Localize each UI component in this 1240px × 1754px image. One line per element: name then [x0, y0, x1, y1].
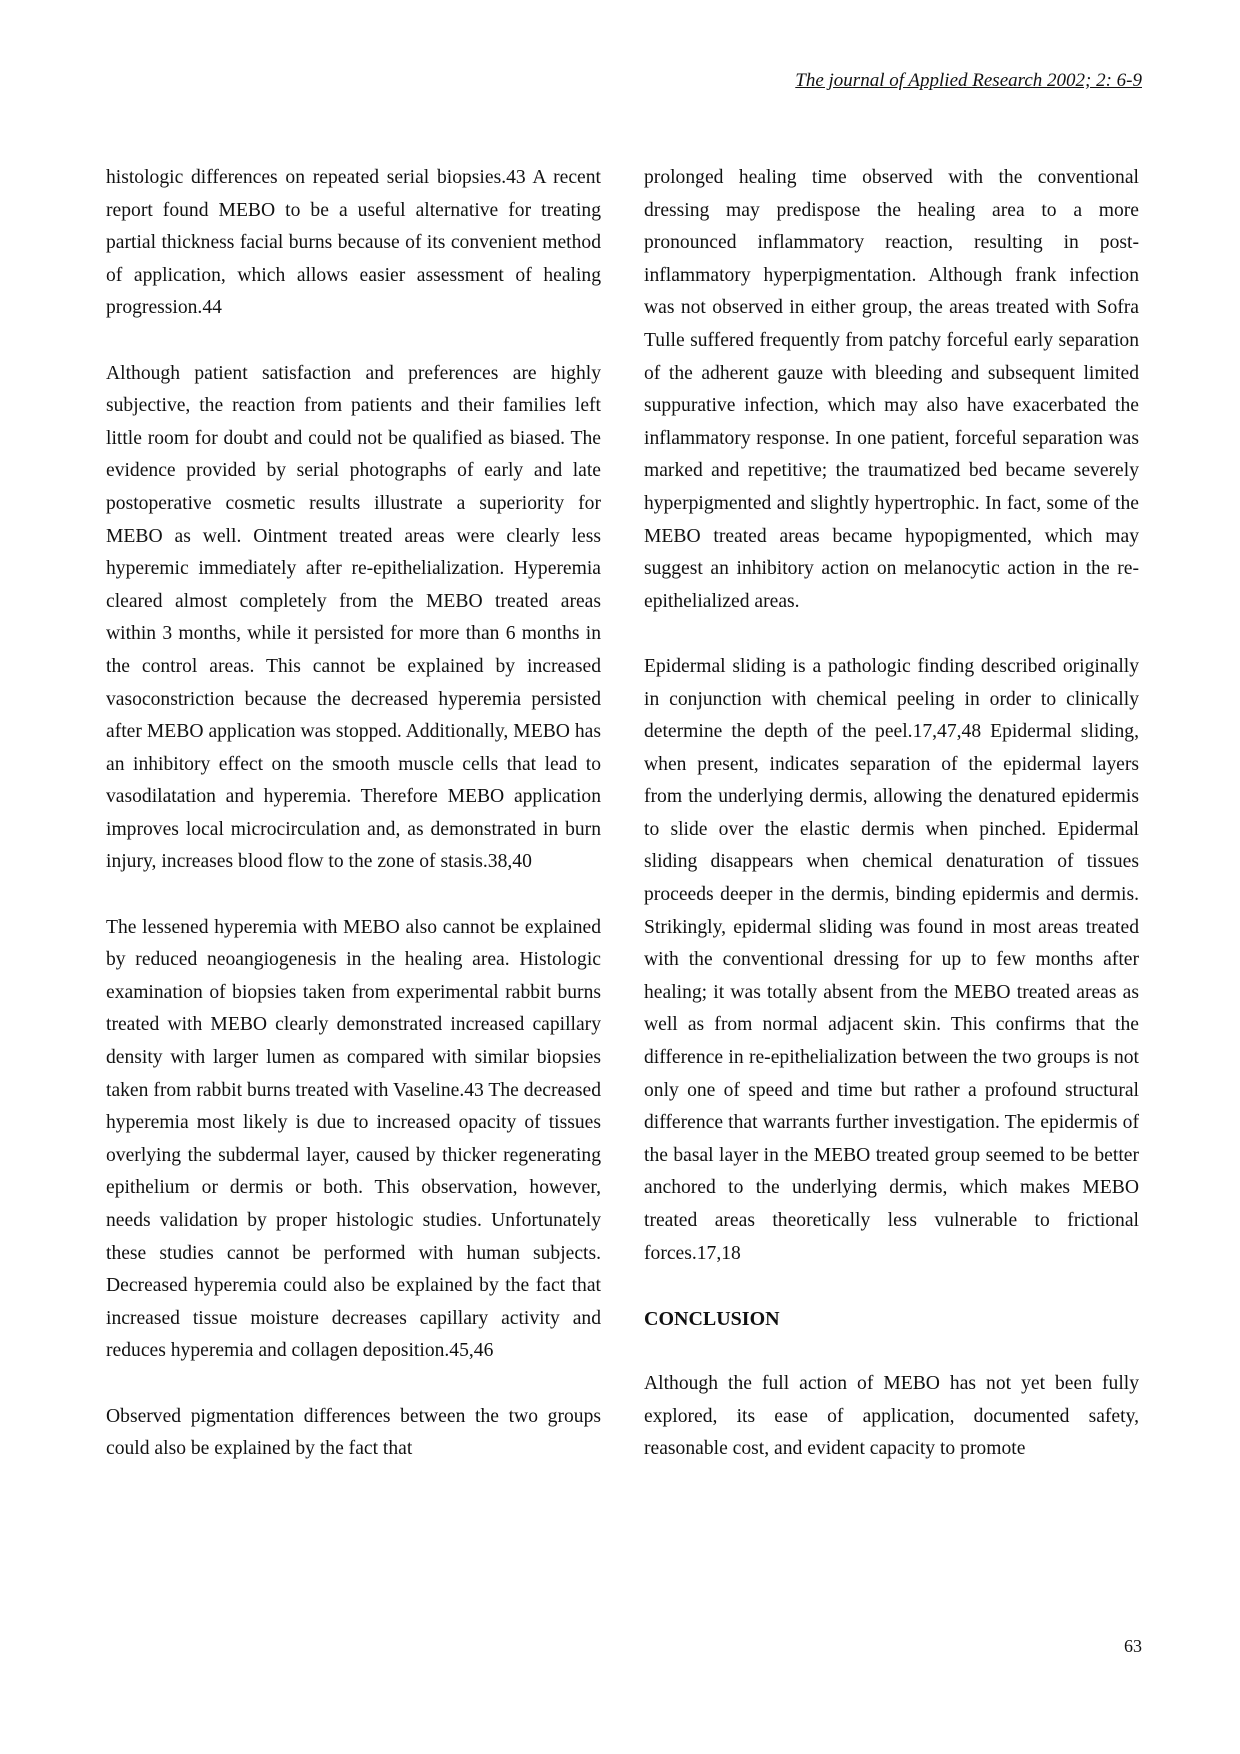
paragraph: histologic differences on repeated serial biopsies.43 A recent report found MEBO to be a useful alternative for treating partial thickness facial burns because of its convenient method of application, which allows easier assessment of healing progression.44 [106, 167, 601, 319]
paragraph: Epidermal sliding is a pathologic finding described originally in conjunction with chemical peeling in order to clinically determine the depth of the peel.17,47,48 Epidermal sliding, when present, indicates separation of the epidermal layers from the underlying dermis, allowing the denatured epidermis to slide over the elastic dermis when pinched. Epidermal sliding disappears when chemical denaturation of tissues proceeds deeper in the dermis, binding epidermis and dermis. Strikingly, epidermal sliding was found in most areas treated with the conventional dressing for up to few months after healing; it was totally absent from the MEBO treated areas as well as from normal adjacent skin. This confirms that the difference in re-epithelialization between the two groups is not only one of speed and time but rather a profound structural difference that warrants further investigation. The epidermis of the basal layer in the MEBO treated group seemed to be better anchored to the underlying dermis, which makes MEBO treated areas theoretically less vulnerable to frictional forces.17,18 [644, 655, 1139, 1264]
paragraph: prolonged healing time observed with the conventional dressing may predispose the healing area to a more pronounced inflammatory reaction, resulting in post-inflammatory hyperpigmentation. Although frank infection was not observed in either group, the areas treated with Sofra Tulle suffered frequently from patchy forceful early separation of the adherent gauze with bleeding and subsequent limited suppurative infection, which may also have exacerbated the inflammatory response. In one patient, forceful separation was marked and repetitive; the traumatized bed became severely hyperpigmented and slightly hypertrophic. In fact, some of the MEBO treated areas became hypopigmented, which may suggest an inhibitory action on melanocytic action in the re-epithelialized areas. [644, 167, 1139, 612]
running-header: The journal of Applied Research 2002; 2: 6-9 [795, 70, 1142, 91]
right-column [644, 162, 1139, 1466]
left-column [106, 162, 601, 1466]
paragraph: Although patient satisfaction and preferences are highly subjective, the reaction from patients and their families left little room for doubt and could not be qualified as biased. The evidence provided by serial photographs of early and late postoperative cosmetic results illustrate a superiority for MEBO as well. Ointment treated areas were clearly less hyperemic immediately after re-epithelialization. Hyperemia cleared almost completely from the MEBO treated areas within 3 months, while it persisted for more than 6 months in the control areas. This cannot be explained by increased vasoconstriction because the decreased hyperemia persisted after MEBO application was stopped. Additionally, MEBO has an inhibitory effect on the smooth muscle cells that lead to vasodilatation and hyperemia. Therefore MEBO application improves local microcirculation and, as demonstrated in burn injury, increases blood flow to the zone of stasis.38,40 [106, 362, 601, 873]
paragraph: Observed pigmentation differences between the two groups could also be explained by the fact that [106, 1405, 601, 1460]
conclusion-heading: CONCLUSION [644, 1307, 780, 1330]
page-number: 63 [1124, 1636, 1142, 1656]
conclusion-paragraph: Although the full action of MEBO has not yet been fully explored, its ease of application, documented safety, reasonable cost, and evident capacity to promote [644, 1372, 1139, 1460]
paragraph: The lessened hyperemia with MEBO also cannot be explained by reduced neoangiogenesis in the healing area. Histologic examination of biopsies taken from experimental rabbit burns treated with MEBO clearly demonstrated increased capillary density with larger lumen as compared with similar biopsies taken from rabbit burns treated with Vaseline.43 The decreased hyperemia most likely is due to increased opacity of tissues overlying the subdermal layer, caused by thicker regenerating epithelium or dermis or both. This observation, however, needs validation by proper histologic studies. Unfortunately these studies cannot be performed with human subjects. Decreased hyperemia could also be explained by the fact that increased tissue moisture decreases capillary activity and reduces hyperemia and collagen deposition.45,46 [106, 916, 601, 1362]
